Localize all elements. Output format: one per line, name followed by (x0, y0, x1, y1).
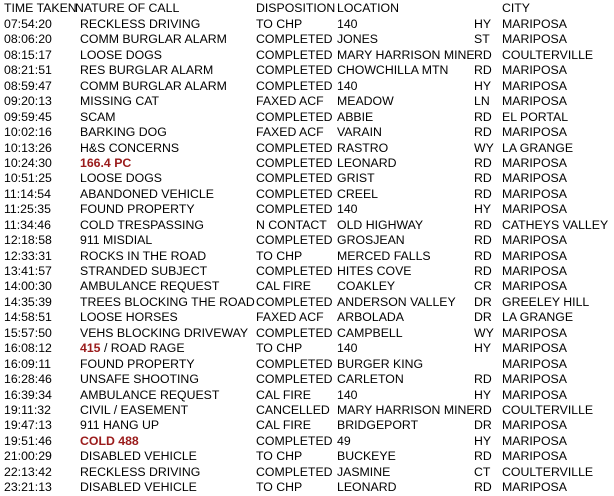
location-cell: ARBOLADA (337, 310, 404, 325)
table-row (0, 233, 614, 248)
location-cell: CHOWCHILLA MTN (337, 63, 449, 78)
nature-text: COMM BURGLAR ALARM (80, 32, 227, 47)
city-cell: MARIPOSA (502, 202, 567, 217)
time-taken-cell: 08:21:51 (4, 63, 52, 78)
time-taken-cell: 15:57:50 (4, 325, 52, 340)
table-row (0, 326, 614, 341)
city-cell: MARIPOSA (502, 94, 567, 109)
time-taken-cell: 11:25:35 (4, 202, 51, 217)
disposition-cell: COMPLETED (256, 372, 333, 387)
city-cell: MARIPOSA (502, 125, 567, 140)
nature-text: H&S CONCERNS (80, 140, 180, 155)
street-suffix-cell: RD (474, 264, 492, 278)
time-taken-cell: 09:59:45 (4, 109, 52, 124)
table-row (0, 32, 614, 47)
location-cell: BRIDGEPORT (337, 418, 419, 433)
table-row (0, 434, 614, 449)
street-suffix-cell: RD (474, 402, 492, 417)
street-suffix-cell: RD (474, 155, 492, 170)
nature-text: DISABLED VEHICLE (80, 449, 197, 464)
nature-of-call-cell (80, 279, 219, 294)
table-row (0, 418, 614, 433)
header-nature-of-call: NATURE OF CALL (75, 1, 180, 15)
city-cell: MARIPOSA (502, 78, 567, 93)
nature-of-call-cell (80, 388, 219, 403)
disposition-cell: COMPLETED (256, 171, 333, 186)
disposition-cell: TO CHP (256, 341, 303, 356)
nature-text: COMM BURGLAR ALARM (80, 78, 227, 93)
time-taken-cell: 14:00:30 (4, 279, 52, 294)
nature-text: MISSING CAT (80, 94, 160, 109)
nature-of-call-cell (80, 326, 248, 341)
street-suffix-cell: RD (474, 63, 492, 78)
disposition-cell: COMPLETED (256, 155, 333, 170)
street-suffix-cell: RD (474, 186, 492, 201)
nature-text: 911 HANG UP (80, 418, 160, 433)
nature-of-call-cell (80, 94, 159, 109)
nature-of-call-cell (80, 187, 214, 202)
city-cell: EL PORTAL (502, 109, 569, 124)
city-cell: COULTERVILLE (502, 47, 594, 62)
header-time-taken: TIME TAKEN (4, 1, 77, 15)
disposition-cell: TO CHP (256, 480, 303, 495)
nature-of-call-cell (80, 372, 199, 387)
city-cell: MARIPOSA (502, 325, 567, 340)
nature-of-call-cell (80, 465, 200, 480)
table-row (0, 141, 614, 156)
time-taken-cell: 16:39:34 (4, 387, 52, 402)
nature-of-call-cell (80, 480, 197, 495)
city-cell: MARIPOSA (502, 480, 567, 495)
city-cell: MARIPOSA (502, 372, 567, 387)
disposition-cell: CAL FIRE (256, 387, 311, 402)
city-cell: MARIPOSA (502, 264, 567, 278)
table-row (0, 341, 614, 356)
table-row (0, 48, 614, 63)
street-suffix-cell: RD (474, 125, 492, 140)
location-cell: GROSJEAN (337, 233, 405, 248)
time-taken-cell: 12:18:58 (4, 233, 52, 248)
nature-text: RES BURGLAR ALARM (80, 63, 214, 78)
table-row (0, 202, 614, 217)
table-row (0, 357, 614, 372)
time-taken-cell: 10:51:25 (4, 171, 52, 186)
location-cell: OLD HIGHWAY (337, 217, 424, 232)
location-cell: 49 (337, 433, 351, 448)
city-cell: MARIPOSA (502, 387, 567, 402)
street-suffix-cell: HY (474, 387, 492, 402)
nature-of-call-cell (80, 341, 185, 356)
nature-text: RECKLESS DRIVING (80, 17, 201, 31)
city-cell: MARIPOSA (502, 63, 567, 78)
street-suffix-cell: RD (474, 47, 492, 62)
nature-of-call-cell (80, 295, 255, 310)
nature-of-call-cell (80, 48, 162, 63)
nature-of-call-cell (80, 171, 162, 186)
city-cell: COULTERVILLE (502, 402, 594, 417)
time-taken-cell: 22:13:42 (4, 464, 52, 479)
time-taken-cell: 19:11:32 (4, 402, 51, 417)
time-taken-cell: 11:14:54 (4, 186, 51, 201)
time-taken-cell: 21:00:29 (4, 449, 52, 464)
nature-of-call-cell (80, 418, 159, 433)
nature-text: TREES BLOCKING THE ROAD (80, 294, 255, 309)
nature-of-call-cell (80, 17, 200, 32)
disposition-cell: FAXED ACF (256, 125, 324, 140)
nature-of-call-cell (80, 434, 139, 449)
highlighted-code: 415 (80, 341, 101, 356)
street-suffix-cell: RD (474, 372, 492, 387)
table-row (0, 249, 614, 264)
table-row (0, 187, 614, 202)
nature-text: ROCKS IN THE ROAD (80, 248, 207, 263)
nature-text: ABANDONED VEHICLE (80, 186, 214, 201)
nature-text: STRANDED SUBJECT (80, 264, 208, 278)
city-cell: MARIPOSA (502, 171, 567, 186)
street-suffix-cell: HY (474, 202, 492, 217)
location-cell: BUCKEYE (337, 449, 396, 464)
nature-of-call-cell (80, 125, 167, 140)
table-row (0, 403, 614, 418)
city-cell: MARIPOSA (502, 155, 567, 170)
header-row (0, 0, 614, 17)
nature-text: 911 MISDIAL (80, 233, 153, 248)
location-cell: ANDERSON VALLEY (337, 294, 456, 309)
nature-of-call-cell (80, 233, 152, 248)
location-cell: 140 (337, 202, 358, 217)
location-cell: CARLETON (337, 372, 404, 387)
disposition-cell: TO CHP (256, 248, 303, 263)
street-suffix-cell: HY (474, 341, 492, 356)
city-cell: LA GRANGE (502, 140, 574, 155)
disposition-cell: CANCELLED (256, 402, 330, 417)
time-taken-cell: 10:24:30 (4, 155, 52, 170)
city-cell: MARIPOSA (502, 341, 567, 356)
street-suffix-cell: RD (474, 233, 492, 248)
location-cell: MEADOW (337, 94, 394, 109)
nature-of-call-cell (80, 63, 213, 78)
nature-text: FOUND PROPERTY (80, 356, 195, 371)
time-taken-cell: 10:02:16 (4, 125, 52, 140)
location-cell: COAKLEY (337, 279, 396, 294)
table-row (0, 372, 614, 387)
location-cell: RASTRO (337, 140, 389, 155)
nature-text: RECKLESS DRIVING (80, 464, 201, 479)
nature-of-call-cell (80, 403, 188, 418)
header-city: CITY (502, 1, 531, 15)
city-cell: MARIPOSA (502, 356, 567, 371)
disposition-cell: COMPLETED (256, 356, 333, 371)
location-cell: MARY HARRISON MINE (337, 402, 475, 417)
street-suffix-cell: LN (474, 94, 490, 109)
disposition-cell: COMPLETED (256, 47, 333, 62)
disposition-cell: COMPLETED (256, 325, 333, 340)
time-taken-cell: 16:08:12 (4, 341, 52, 356)
time-taken-cell: 09:20:13 (4, 94, 52, 109)
street-suffix-cell: RD (474, 171, 492, 186)
nature-of-call-cell (80, 249, 206, 264)
nature-of-call-cell (80, 449, 197, 464)
location-cell: HITES COVE (337, 264, 412, 278)
nature-of-call-cell (80, 218, 204, 233)
nature-of-call-cell (80, 264, 207, 279)
street-suffix-cell: WY (474, 325, 494, 340)
table-row (0, 156, 614, 171)
time-taken-cell: 16:09:11 (4, 356, 51, 371)
street-suffix-cell: RD (474, 248, 492, 263)
nature-of-call-cell (80, 79, 227, 94)
table-row (0, 63, 614, 78)
nature-of-call-cell (80, 357, 195, 372)
location-cell: JONES (337, 32, 378, 47)
disposition-cell: COMPLETED (256, 233, 333, 248)
nature-text: LOOSE DOGS (80, 47, 163, 62)
time-taken-cell: 08:59:47 (4, 78, 52, 93)
street-suffix-cell: CT (474, 464, 491, 479)
nature-of-call-cell (80, 110, 116, 125)
city-cell: MARIPOSA (502, 279, 567, 294)
disposition-cell: COMPLETED (256, 433, 333, 448)
street-suffix-cell: CR (474, 279, 492, 294)
time-taken-cell: 19:51:46 (4, 433, 52, 448)
disposition-cell: COMPLETED (256, 294, 333, 309)
table-row (0, 264, 614, 279)
disposition-cell: CAL FIRE (256, 279, 311, 294)
nature-text: COLD TRESPASSING (80, 217, 204, 232)
nature-text: SCAM (80, 109, 116, 124)
location-cell: JASMINE (337, 464, 391, 479)
time-taken-cell: 10:13:26 (4, 140, 52, 155)
time-taken-cell: 23:21:13 (4, 480, 52, 495)
time-taken-cell: 08:15:17 (4, 47, 52, 62)
header-location: LOCATION (337, 1, 399, 15)
table-row (0, 388, 614, 403)
time-taken-cell: 08:06:20 (4, 32, 52, 47)
city-cell: MARIPOSA (502, 32, 567, 47)
nature-of-call-cell (80, 141, 179, 156)
time-taken-cell: 14:35:39 (4, 294, 52, 309)
table-row (0, 449, 614, 464)
street-suffix-cell: ST (474, 32, 490, 47)
table-row (0, 465, 614, 480)
street-suffix-cell: RD (474, 480, 492, 495)
table-row (0, 94, 614, 109)
time-taken-cell: 11:34:46 (4, 217, 51, 232)
disposition-cell: COMPLETED (256, 63, 333, 78)
disposition-cell: COMPLETED (256, 202, 333, 217)
table-row (0, 310, 614, 325)
street-suffix-cell: RD (474, 109, 492, 124)
city-cell: MARIPOSA (502, 449, 567, 464)
disposition-cell: CAL FIRE (256, 418, 311, 433)
nature-text: AMBULANCE REQUEST (80, 387, 220, 402)
nature-text: LOOSE DOGS (80, 171, 163, 186)
time-taken-cell: 07:54:20 (4, 17, 52, 31)
location-cell: MERCED FALLS (337, 248, 431, 263)
disposition-cell: COMPLETED (256, 264, 333, 278)
location-cell: MARY HARRISON MINE (337, 47, 475, 62)
header-disposition: DISPOSITION (256, 1, 336, 15)
location-cell: LEONARD (337, 480, 397, 495)
street-suffix-cell: HY (474, 78, 492, 93)
disposition-cell: TO CHP (256, 17, 303, 31)
street-suffix-cell: HY (474, 433, 492, 448)
nature-of-call-cell (80, 310, 178, 325)
table-row (0, 218, 614, 233)
highlighted-code: COLD 488 (80, 433, 139, 448)
disposition-cell: FAXED ACF (256, 310, 324, 325)
location-cell: 140 (337, 387, 358, 402)
table-row (0, 279, 614, 294)
location-cell: 140 (337, 341, 358, 356)
street-suffix-cell: DR (474, 310, 492, 325)
call-rows (0, 17, 614, 496)
time-taken-cell: 16:28:46 (4, 372, 52, 387)
location-cell: LEONARD (337, 155, 397, 170)
city-cell: LA GRANGE (502, 310, 574, 325)
city-cell: MARIPOSA (502, 233, 567, 248)
table-row (0, 79, 614, 94)
nature-text: VEHS BLOCKING DRIVEWAY (80, 325, 249, 340)
nature-text: / ROAD RAGE (100, 341, 185, 356)
city-cell: MARIPOSA (502, 186, 567, 201)
city-cell: MARIPOSA (502, 248, 567, 263)
disposition-cell: FAXED ACF (256, 94, 324, 109)
time-taken-cell: 14:58:51 (4, 310, 52, 325)
disposition-cell: COMPLETED (256, 32, 333, 47)
nature-text: BARKING DOG (80, 125, 167, 140)
nature-text: AMBULANCE REQUEST (80, 279, 220, 294)
table-row (0, 171, 614, 186)
street-suffix-cell: RD (474, 217, 492, 232)
nature-of-call-cell (80, 32, 227, 47)
location-cell: GRIST (337, 171, 375, 186)
location-cell: CAMPBELL (337, 325, 403, 340)
location-cell: 140 (337, 78, 358, 93)
highlighted-code: 166.4 PC (80, 155, 132, 170)
nature-text: LOOSE HORSES (80, 310, 178, 325)
nature-text: FOUND PROPERTY (80, 202, 195, 217)
disposition-cell: COMPLETED (256, 464, 333, 479)
location-cell: BURGER KING (337, 356, 424, 371)
location-cell: 140 (337, 17, 358, 31)
disposition-cell: TO CHP (256, 449, 303, 464)
time-taken-cell: 13:41:57 (4, 264, 52, 278)
location-cell: VARAIN (337, 125, 382, 140)
nature-text: CIVIL / EASEMENT (80, 402, 189, 417)
city-cell: MARIPOSA (502, 17, 567, 31)
disposition-cell: COMPLETED (256, 109, 333, 124)
street-suffix-cell: HY (474, 17, 492, 31)
nature-text: UNSAFE SHOOTING (80, 372, 199, 387)
city-cell: CATHEYS VALLEY (502, 217, 609, 232)
nature-of-call-cell (80, 202, 195, 217)
city-cell: COULTERVILLE (502, 464, 594, 479)
table-row (0, 295, 614, 310)
time-taken-cell: 19:47:13 (4, 418, 52, 433)
table-row (0, 125, 614, 140)
nature-text: DISABLED VEHICLE (80, 480, 197, 495)
street-suffix-cell: RD (474, 449, 492, 464)
location-cell: ABBIE (337, 109, 374, 124)
city-cell: MARIPOSA (502, 433, 567, 448)
street-suffix-cell: DR (474, 418, 492, 433)
disposition-cell: N CONTACT (256, 217, 327, 232)
disposition-cell: COMPLETED (256, 78, 333, 93)
city-cell: GREELEY HILL (502, 294, 590, 309)
time-taken-cell: 12:33:31 (4, 248, 52, 263)
city-cell: MARIPOSA (502, 418, 567, 433)
street-suffix-cell: DR (474, 294, 492, 309)
disposition-cell: COMPLETED (256, 140, 333, 155)
street-suffix-cell: WY (474, 140, 494, 155)
location-cell: CREEL (337, 186, 379, 201)
table-row (0, 480, 614, 495)
disposition-cell: COMPLETED (256, 186, 333, 201)
nature-of-call-cell (80, 156, 131, 171)
table-row (0, 110, 614, 125)
table-row (0, 17, 614, 32)
